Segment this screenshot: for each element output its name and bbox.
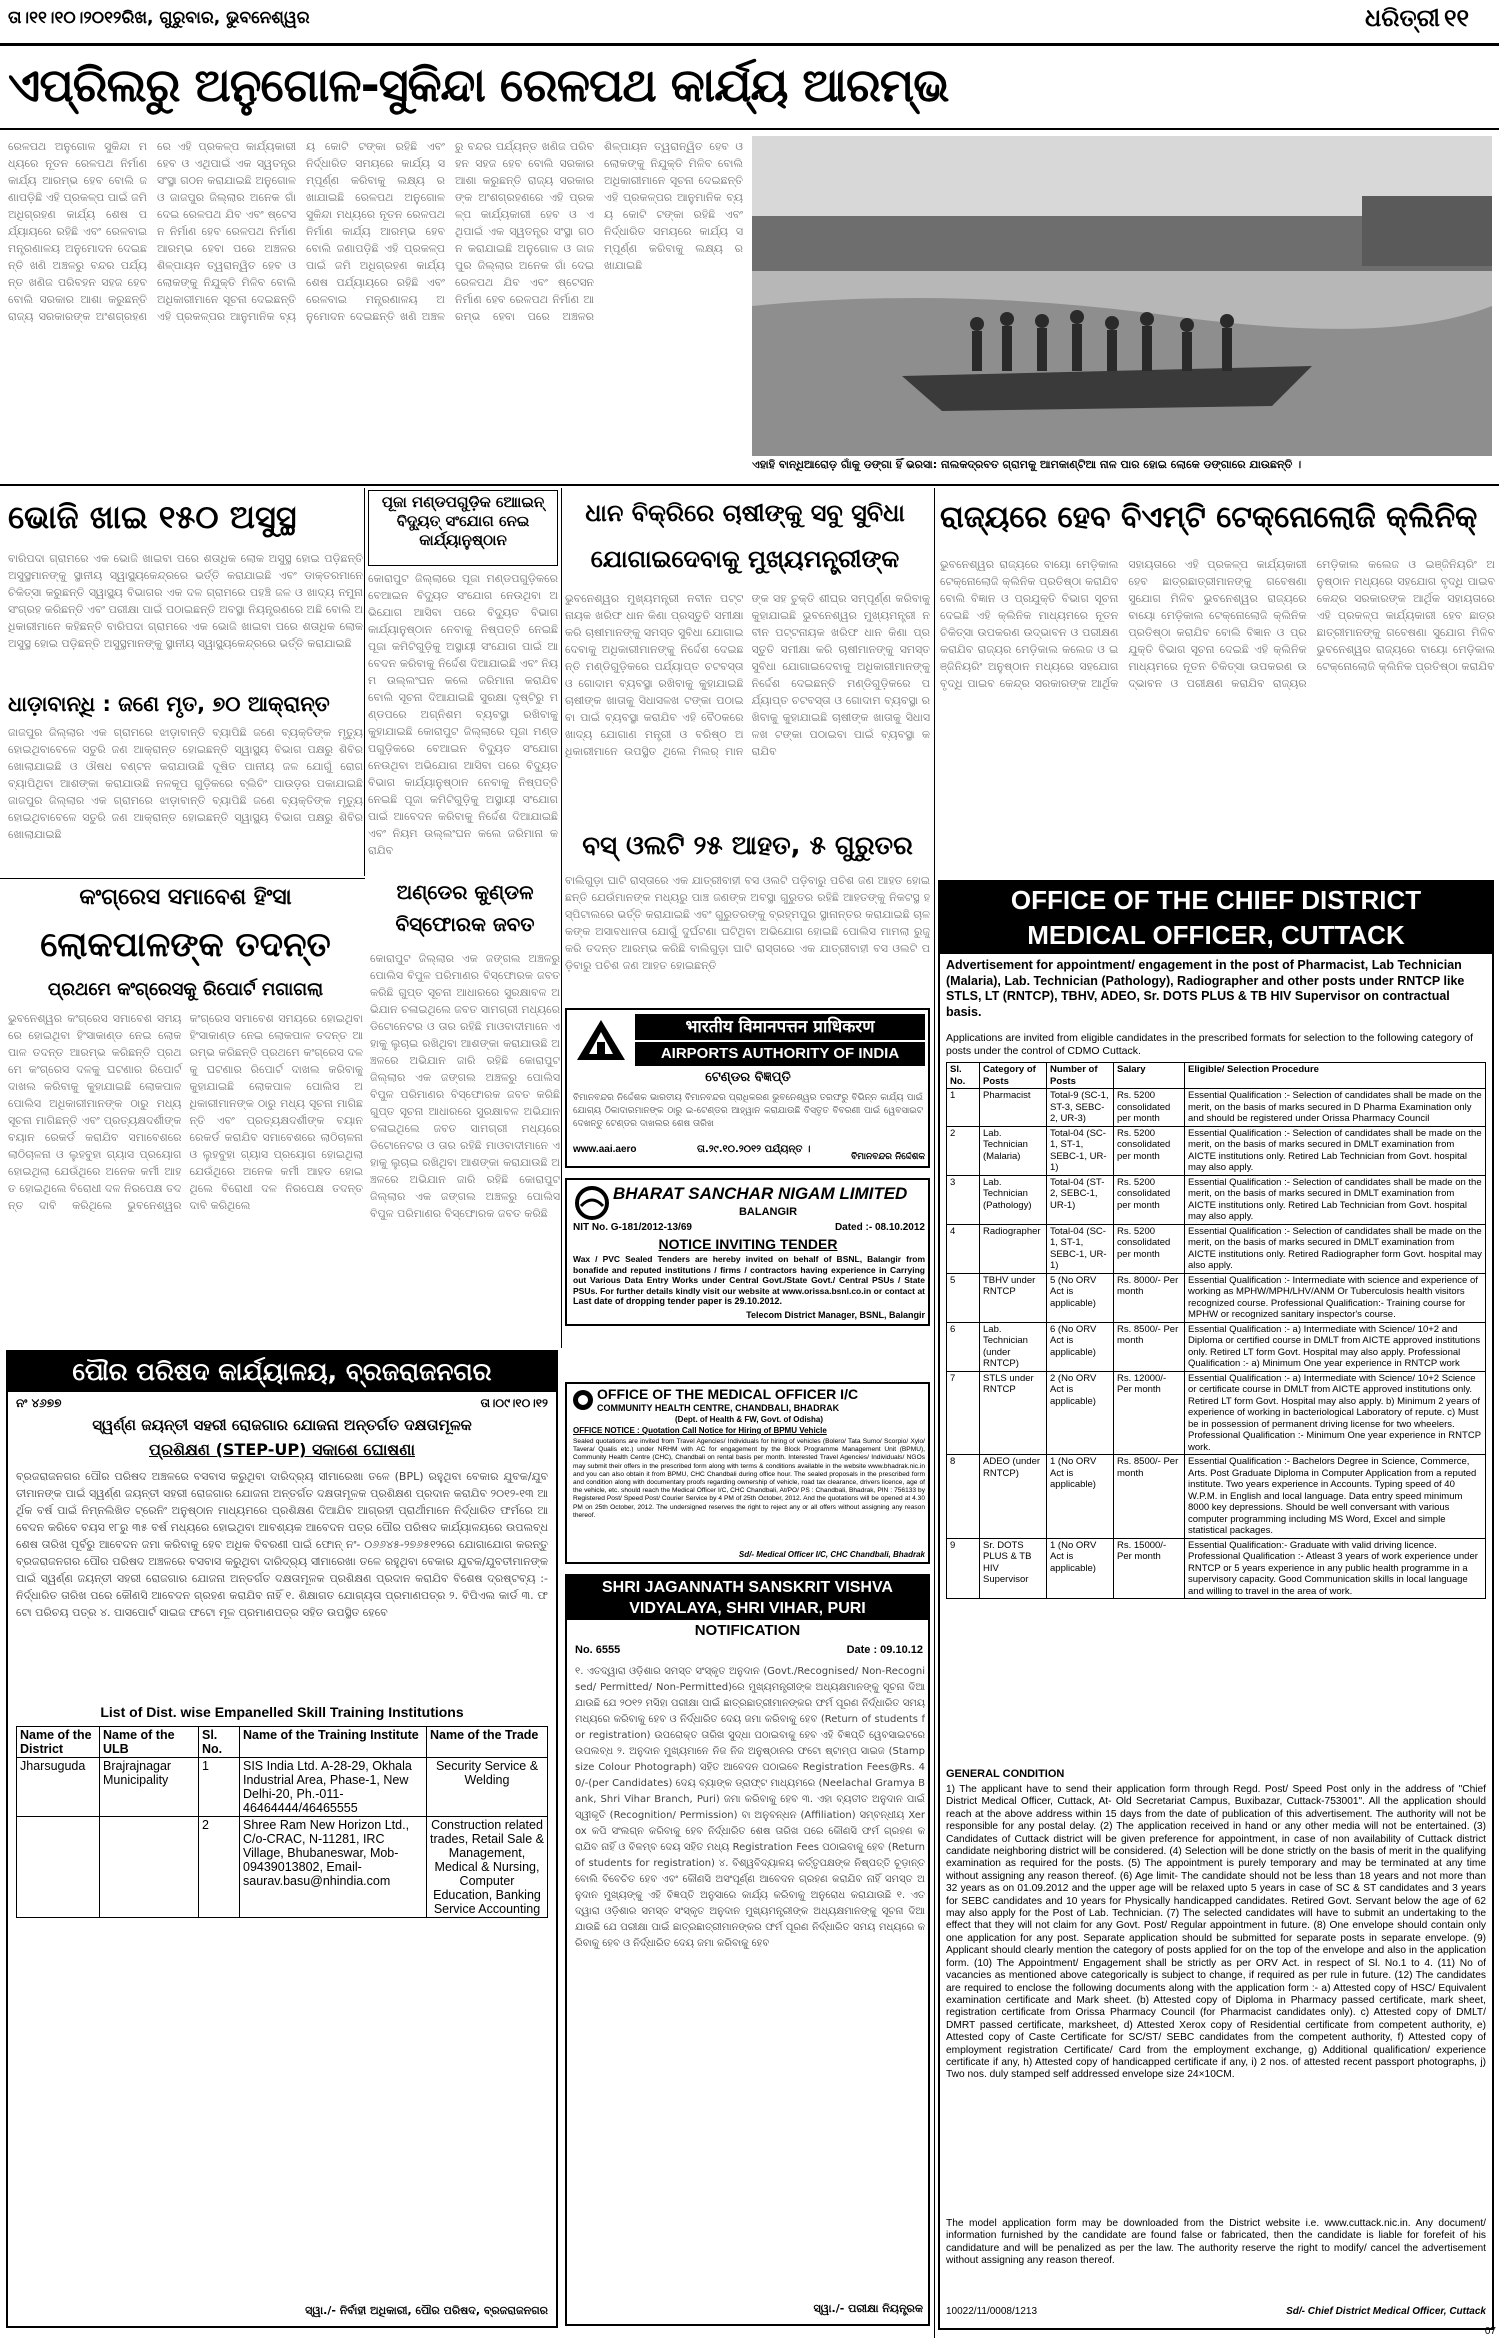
- photo-caption: ଏହାହି ବାନ୍ଧିଆରୋଡ଼ ଗାଁକୁ ଡଙ୍ଗା ହିଁ ଭରସା: ନାଲକଦ୍ରବତ ଗ୍ରାମକୁ ଆମକାଣ୍ଟିଆ ନାଳ ପାର ହୋଇ ଲୋକେ ଡଙ୍ଗାରେ ଯାଉଛନ୍ତି ।: [752, 458, 1302, 471]
- brajaraj-date: ତା।୦୯।୧୦।୧୨: [480, 1396, 548, 1410]
- col-district: Name of the District: [17, 1727, 100, 1758]
- story-diarrhoea-body: ଜାଜପୁର ଜିଲ୍ଲାର ଏକ ଗ୍ରାମରେ ଝାଡ଼ାବାନ୍ତି ବ୍ୟାପିଛି ଜଣେ ବ୍ୟକ୍ତିଙ୍କ ମୃତ୍ୟୁ ହୋଇଥିବାବେଳେ ସତୁରି ଜଣ ଆକ୍ରାନ୍ତ ହୋଇଛନ୍ତି ସ୍ୱାସ୍ଥ୍ୟ ବିଭାଗ ପକ୍ଷରୁ ଶିବିର ଖୋଲାଯାଇଛି ଓ ଔଷଧ ବଣ୍ଟନ କରାଯାଉଛି ଦୂଷିତ ପାନୀୟ ଜଳ ଯୋଗୁଁ ରୋଗ ବ୍ୟାପିଥିବା ଆଶଙ୍କା କରାଯାଉଛି ନଳକୂପ ଗୁଡ଼ିକରେ ବ୍ଲିଚିଂ ପାଉଡ଼ର ପକାଯାଇଛି ଜାଜପୁର ଜିଲ୍ଲାର ଏକ ଗ୍ରାମରେ ଝାଡ଼ାବାନ୍ତି ବ୍ୟାପିଛି ଜଣେ ବ୍ୟକ୍ତିଙ୍କ ମୃତ୍ୟୁ ହୋଇଥିବାବେଳେ ସତୁରି ଜଣ ଆକ୍ରାନ୍ତ ହୋଇଛନ୍ତି ସ୍ୱାସ୍ଥ୍ୟ ବିଭାଗ ପକ୍ଷରୁ ଶିବିର ଖୋଲାଯାଇଛି: [8, 726, 363, 841]
- cell-ulb: [100, 1817, 199, 1918]
- boat-photo-image: [752, 136, 1492, 456]
- cell-salary: Rs. 15000/- Per month: [1114, 1538, 1185, 1599]
- brajaraj-number: ନଂ ୪୬୭୭: [16, 1396, 62, 1410]
- cdmo-title-line2: MEDICAL OFFICER, CUTTACK: [940, 918, 1492, 954]
- table-row: [947, 1371, 1486, 1455]
- cell-number: Total-04 (SC-1, ST-1, SEBC-1, UR-1): [1047, 1224, 1114, 1273]
- sjsv-title: SHRI JAGANNATH SANSKRIT VISHVA VIDYALAYA, SHRI VIHAR, PURI: [567, 1576, 928, 1620]
- bsnl-notice-title: NOTICE INVITING TENDER: [658, 1236, 838, 1252]
- chandbali-title: OFFICE OF THE MEDICAL OFFICER I/C: [597, 1386, 859, 1402]
- brajaraj-training: ପ୍ରଶିକ୍ଷଣ (STEP-UP) ସକାଶେ ଘୋଷଣା: [149, 1440, 415, 1459]
- headline-railway: ଏପ୍ରିଲରୁ ଅନୁଗୋଳ-ସୁକିନ୍ଦା ରେଳପଥ କାର୍ଯ୍ୟ ଆରମ୍ଭ: [8, 58, 949, 112]
- cell-slno: 2: [947, 1126, 980, 1175]
- skill-list-title: List of Dist. wise Empanelled Skill Training Institutions: [100, 1704, 464, 1720]
- sjsv-date: Date : 09.10.12: [846, 1644, 923, 1656]
- odisha-emblem-icon: [571, 1388, 595, 1412]
- skill-institutions-table: [16, 1726, 548, 2266]
- col-trade: Name of the Trade: [427, 1727, 548, 1758]
- cell-slno: 9: [947, 1538, 980, 1599]
- table-row: [947, 1126, 1486, 1175]
- cell-number: Total-04 (SC-1, ST-1, SEBC-1, UR-1): [1047, 1126, 1114, 1175]
- bsnl-nit-number: NIT No. G-181/2012-13/69: [573, 1222, 692, 1233]
- col-salary: Salary: [1114, 1063, 1185, 1089]
- bsnl-signature: Telecom District Manager, BSNL, Balangir: [746, 1310, 925, 1320]
- cell-district: Jharsuguda: [17, 1758, 100, 1817]
- story-puja-body: କୋରାପୁଟ ଜିଲ୍ଲାରେ ପୂଜା ମଣ୍ଡପଗୁଡ଼ିକରେ ବେଆଇନ ବିଦ୍ୟୁତ ସଂଯୋଗ ନେଉଥିବା ଅଭିଯୋଗ ଆସିବା ପରେ ବିଦ୍ୟୁତ ବିଭାଗ କାର୍ଯ୍ୟାନୁଷ୍ଠାନ ନେବାକୁ ନିଷ୍ପତ୍ତି ନେଇଛି ପୂଜା କମିଟିଗୁଡ଼ିକୁ ଅସ୍ଥାୟୀ ସଂଯୋଗ ପାଇଁ ଆବେଦନ କରିବାକୁ ନିର୍ଦ୍ଦେଶ ଦିଆଯାଇଛି ଏବଂ ନିୟମ ଉଲ୍ଲଂଘନ କଲେ ଜରିମାନା କରାଯିବ ବୋଲି ସୂଚନା ଦିଆଯାଇଛି ସୁରକ୍ଷା ଦୃଷ୍ଟିରୁ ମଣ୍ଡପରେ ଅଗ୍ନିଶମ ବ୍ୟବସ୍ଥା ରଖିବାକୁ କୁହାଯାଇଛି କୋରାପୁଟ ଜିଲ୍ଲାରେ ପୂଜା ମଣ୍ଡପଗୁଡ଼ିକରେ ବେଆଇନ ବିଦ୍ୟୁତ ସଂଯୋଗ ନେଉଥିବା ଅଭିଯୋଗ ଆସିବା ପରେ ବିଦ୍ୟୁତ ବିଭାଗ କାର୍ଯ୍ୟାନୁଷ୍ଠାନ ନେବାକୁ ନିଷ୍ପତ୍ତି ନେଇଛି ପୂଜା କମିଟିଗୁଡ଼ିକୁ ଅସ୍ଥାୟୀ ସଂଯୋଗ ପାଇଁ ଆବେଦନ କରିବାକୁ ନିର୍ଦ୍ଦେଶ ଦିଆଯାଇଛି ଏବଂ ନିୟମ ଉଲ୍ଲଂଘନ କଲେ ଜରିମାନା କରାଯିବ: [368, 572, 558, 857]
- dateline: ତା।୧୧।୧୦।୨୦୧୨ରିଖ, ଗୁରୁବାର, ଭୁବନେଶ୍ୱର: [8, 8, 310, 28]
- headline-bmt-clinic: ରାଜ୍ୟରେ ହେବ ବିଏମ୍‌ଟି ଟେକ୍ନୋଲୋଜି କ୍ଲିନିକ୍: [940, 500, 1478, 535]
- cdmo-advert: Advertisement for appointment/ engagement in the post of Pharmacist, Lab Technician (Malaria), Lab. Technician (Pathology), Radiographer and other posts under RNTCP like STLS, LT (RNTCP), TBHV, ADEO, Sr. DOTS PLUS & TB HIV Supervisor on contractual basis.: [946, 958, 1465, 1019]
- aai-name-hindi: भारतीय विमानपत्तन प्राधिकरण: [635, 1014, 925, 1040]
- aai-date: ତା.୨୯.୧୦.୨୦୧୨ ପର୍ଯ୍ୟନ୍ତ ।: [697, 1144, 811, 1155]
- bsnl-city: BALANGIR: [738, 1206, 798, 1218]
- cell-number: 1 (No ORV Act is applicable): [1047, 1538, 1114, 1599]
- headline-puja: ପୂଜା ମଣ୍ଡପଗୁଡ଼ିକ ଆୋଇନ୍ ବିଦ୍ୟୁତ୍ ସଂଯୋଗ ନେଇ କାର୍ଯ୍ୟାନୁଷ୍ଠାନ: [368, 490, 558, 566]
- bsnl-date: Dated :- 08.10.2012: [834, 1222, 925, 1233]
- cell-category: STLS under RNTCP: [980, 1371, 1047, 1455]
- ad-cdmo-cuttack: [938, 880, 1494, 2330]
- sjsv-signature: ସ୍ୱା./- ପରୀକ୍ଷା ନିୟନ୍ତ୍ରକ: [813, 2302, 923, 2315]
- story-railway-body: ରେଳପଥ ଅନୁଗୋଳ ସୁକିନ୍ଦା ମଧ୍ୟରେ ନୂତନ ରେଳପଥ ନିର୍ମାଣ କାର୍ଯ୍ୟ ଆରମ୍ଭ ହେବ ବୋଲି ଜଣାପଡ଼ିଛି ଏହି ପ୍ରକଳ୍ପ ପାଇଁ ଜମି ଅଧିଗ୍ରହଣ କାର୍ଯ୍ୟ ଶେଷ ପର୍ଯ୍ୟାୟରେ ରହିଛି ଏବଂ ରେଳବାଇ ମନ୍ତ୍ରଣାଳୟ ଅନୁମୋଦନ ଦେଇଛନ୍ତି ଖଣି ଅଞ୍ଚଳରୁ ବନ୍ଦର ପର୍ଯ୍ୟନ୍ତ ଖଣିଜ ପରିବହନ ସହଜ ହେବ ବୋଲି ସରକାର ଆଶା କରୁଛନ୍ତି ରାଜ୍ୟ ସରକାରଙ୍କ ଅଂଶଗ୍ରହଣରେ ଏହି ପ୍ରକଳ୍ପ କାର୍ଯ୍ୟକାରୀ ହେବ ଓ ଏଥିପାଇଁ ଏକ ସ୍ୱତନ୍ତ୍ର ସଂସ୍ଥା ଗଠନ କରାଯାଇଛି ଅନୁଗୋଳ ଓ ଜାଜପୁର ଜିଲ୍ଲାର ଅନେକ ଗାଁ ଦେଇ ରେଳପଥ ଯିବ ଏବଂ ଷ୍ଟେସନ ନିର୍ମାଣ ହେବ ରେଳପଥ ନିର୍ମାଣ ଆରମ୍ଭ ହେବା ପରେ ଅଞ୍ଚଳର ଶିଳ୍ପାୟନ ତ୍ୱରାନ୍ୱିତ ହେବ ଓ ଲୋକଙ୍କୁ ନିଯୁକ୍ତି ମିଳିବ ବୋଲି ଅଧିକାରୀମାନେ ସୂଚନା ଦେଇଛନ୍ତି ଏହି ପ୍ରକଳ୍ପର ଆନୁମାନିକ ବ୍ୟୟ କୋଟି ଟଙ୍କା ରହିଛି ଏବଂ ନିର୍ଦ୍ଧାରିତ ସମୟରେ କାର୍ଯ୍ୟ ସମ୍ପୂର୍ଣ୍ଣ କରିବାକୁ ଲକ୍ଷ୍ୟ ରଖାଯାଇଛି ରେଳପଥ ଅନୁଗୋଳ ସୁକିନ୍ଦା ମଧ୍ୟରେ ନୂତନ ରେଳପଥ ନିର୍ମାଣ କାର୍ଯ୍ୟ ଆରମ୍ଭ ହେବ ବୋଲି ଜଣାପଡ଼ିଛି ଏହି ପ୍ରକଳ୍ପ ପାଇଁ ଜମି ଅଧିଗ୍ରହଣ କାର୍ଯ୍ୟ ଶେଷ ପର୍ଯ୍ୟାୟରେ ରହିଛି ଏବଂ ରେଳବାଇ ମନ୍ତ୍ରଣାଳୟ ଅନୁମୋଦନ ଦେଇଛନ୍ତି ଖଣି ଅଞ୍ଚଳରୁ ବନ୍ଦର ପର୍ଯ୍ୟନ୍ତ ଖଣିଜ ପରିବହନ ସହଜ ହେବ ବୋଲି ସରକାର ଆଶା କରୁଛନ୍ତି ରାଜ୍ୟ ସରକାରଙ୍କ ଅଂଶଗ୍ରହଣରେ ଏହି ପ୍ରକଳ୍ପ କାର୍ଯ୍ୟକାରୀ ହେବ ଓ ଏଥିପାଇଁ ଏକ ସ୍ୱତନ୍ତ୍ର ସଂସ୍ଥା ଗଠନ କରାଯାଇଛି ଅନୁଗୋଳ ଓ ଜାଜପୁର ଜିଲ୍ଲାର ଅନେକ ଗାଁ ଦେଇ ରେଳପଥ ଯିବ ଏବଂ ଷ୍ଟେସନ ନିର୍ମାଣ ହେବ ରେଳପଥ ନିର୍ମାଣ ଆରମ୍ଭ ହେବା ପରେ ଅଞ୍ଚଳର ଶିଳ୍ପାୟନ ତ୍ୱରାନ୍ୱିତ ହେବ ଓ ଲୋକଙ୍କୁ ନିଯୁକ୍ତି ମିଳିବ ବୋଲି ଅଧିକାରୀମାନେ ସୂଚନା ଦେଇଛନ୍ତି ଏହି ପ୍ରକଳ୍ପର ଆନୁମାନିକ ବ୍ୟୟ କୋଟି ଟଙ୍କା ରହିଛି ଏବଂ ନିର୍ଦ୍ଧାରିତ ସମୟରେ କାର୍ଯ୍ୟ ସମ୍ପୂର୍ଣ୍ଣ କରିବାକୁ ଲକ୍ଷ୍ୟ ରଖାଯାଇଛି: [8, 140, 743, 323]
- cell-category: TBHV under RNTCP: [980, 1273, 1047, 1322]
- chandbali-dept: (Dept. of Health & FW, Govt. of Odisha): [675, 1415, 823, 1424]
- col-institute: Name of the Training Institute: [240, 1727, 427, 1758]
- aai-name-english: AIRPORTS AUTHORITY OF INDIA: [635, 1042, 925, 1066]
- bsnl-last-date: Last date of dropping tender paper is 29.10.2012.: [573, 1296, 783, 1306]
- cell-slno: 6: [947, 1322, 980, 1371]
- cdmo-web-note: The model application form may be downloaded from the District website i.e. www.cuttack.nic.in. Any document/ information furnished by the candidate are found false or fabricated, then the candidate is liable for forefeit of his candidature and will be penalized as per the law. The authority reserve the right to modify/ cancel the advertisement without assigning any reason thereof.: [946, 2218, 1486, 2267]
- cell-number: 1 (No ORV Act is applicable): [1047, 1455, 1114, 1539]
- cell-category: Pharmacist: [980, 1089, 1047, 1127]
- cell-salary: Rs. 8500/- Per month: [1114, 1322, 1185, 1371]
- cell-number: 6 (No ORV Act is applicable): [1047, 1322, 1114, 1371]
- cdmo-table-header: [947, 1063, 1486, 1089]
- cell-salary: Rs. 8000/- Per month: [1114, 1273, 1185, 1322]
- table-row: [947, 1175, 1486, 1224]
- cell-eligibility: Essential Qualification :- a) Intermediate with Science/ 10+2 and Diploma or certified course in DMLT from AICTE approved institutions only. Retired LT form Govt. Hospital may also apply. Professional Qualification :- a) Minimum One year experience in RNTCP work: [1185, 1322, 1486, 1371]
- paper-name: ଧରିତ୍ରୀ: [1365, 4, 1440, 32]
- aai-website[interactable]: www.aai.aero: [573, 1144, 637, 1155]
- chandbali-notice: OFFICE NOTICE : Quotation Call Notice for Hiring of BPMU Vehicle: [573, 1426, 827, 1435]
- col-number: Number of Posts: [1047, 1063, 1114, 1089]
- page-number: ୧୧: [1444, 4, 1470, 32]
- sjsv-number: No. 6555: [575, 1644, 621, 1656]
- col-category: Category of Posts: [980, 1063, 1047, 1089]
- story-paddy-body: ଭୁବନେଶ୍ୱର ମୁଖ୍ୟମନ୍ତ୍ରୀ ନବୀନ ପଟ୍ଟନାୟକ ଖରିଫ ଧାନ କିଣା ପ୍ରସ୍ତୁତି ସମୀକ୍ଷା କରି ଚାଷୀମାନଙ୍କୁ ସମସ୍ତ ସୁବିଧା ଯୋଗାଇଦେବାକୁ ଅଧିକାରୀମାନଙ୍କୁ ନିର୍ଦ୍ଦେଶ ଦେଇଛନ୍ତି ମଣ୍ଡିଗୁଡ଼ିକରେ ପର୍ଯ୍ୟାପ୍ତ ଚଟବସ୍ତା ଓ ଗୋଦାମ ବ୍ୟବସ୍ଥା ରଖିବାକୁ କୁହାଯାଇଛି ଚାଷୀଙ୍କ ଖାତାକୁ ସିଧାସଳଖ ଟଙ୍କା ପଠାଇବା ପାଇଁ ବ୍ୟବସ୍ଥା କରାଯିବ ଏହି ବୈଠକରେ ଖାଦ୍ୟ ଯୋଗାଣ ମନ୍ତ୍ରୀ ଓ ବରିଷ୍ଠ ଅଧିକାରୀମାନେ ଉପସ୍ଥିତ ଥିଲେ ମିଲର୍ ମାନଙ୍କ ସହ ଚୁକ୍ତି ଶୀଘ୍ର ସମ୍ପୂର୍ଣ୍ଣ କରିବାକୁ କୁହାଯାଇଛି ଭୁବନେଶ୍ୱର ମୁଖ୍ୟମନ୍ତ୍ରୀ ନବୀନ ପଟ୍ଟନାୟକ ଖରିଫ ଧାନ କିଣା ପ୍ରସ୍ତୁତି ସମୀକ୍ଷା କରି ଚାଷୀମାନଙ୍କୁ ସମସ୍ତ ସୁବିଧା ଯୋଗାଇଦେବାକୁ ଅଧିକାରୀମାନଙ୍କୁ ନିର୍ଦ୍ଦେଶ ଦେଇଛନ୍ତି ମଣ୍ଡିଗୁଡ଼ିକରେ ପର୍ଯ୍ୟାପ୍ତ ଚଟବସ୍ତା ଓ ଗୋଦାମ ବ୍ୟବସ୍ଥା ରଖିବାକୁ କୁହାଯାଇଛି ଚାଷୀଙ୍କ ଖାତାକୁ ସିଧାସଳଖ ଟଙ୍କା ପଠାଇବା ପାଇଁ ବ୍ୟବସ୍ଥା କରାଯିବ: [565, 592, 930, 758]
- footer-page: 07: [1484, 2326, 1496, 2337]
- cell-ulb: Brajrajnagar Municipality: [100, 1758, 199, 1817]
- cell-salary: Rs. 5200 consolidated per month: [1114, 1175, 1185, 1224]
- ad-brajarajnagar: [6, 1350, 558, 2328]
- masthead: [0, 0, 1499, 46]
- brajaraj-signature: ସ୍ୱା./- ନିର୍ବାହୀ ଅଧିକାରୀ, ପୌର ପରିଷଦ, ବ୍ରଜରାଜନଗର: [305, 2304, 548, 2317]
- cell-institute: SIS India Ltd. A-28-29, Okhala Industrial Area, Phase-1, New Delhi-20, Ph.-011-46464444/46465555: [240, 1758, 427, 1817]
- ad-bsnl: [565, 1178, 930, 1326]
- brajaraj-scheme: ସ୍ୱର୍ଣ୍ଣ ଜୟନ୍ତୀ ସହରୀ ରୋଜଗାର ଯୋଜନା ଅନ୍ତର୍ଗତ ଦକ୍ଷତାମୂଳକ: [92, 1416, 472, 1434]
- cdmo-general-title: GENERAL CONDITION: [946, 1768, 1065, 1780]
- cell-slno: 7: [947, 1371, 980, 1455]
- cell-district: [17, 1817, 100, 1918]
- cdmo-general-conditions: 1) The applicant have to send their application form through Regd. Post/ Speed Post only in the address of "Chief District Medical Officer, Cuttack, At- Old Secretariat Campus, Buxibazar, Cuttack-753001". All the application should reach at the above address within 15 days from the date of publication of this advertisement. The authority will not be responsible for any postal delay. (2) The application received in hand or any other media will not be entertained. (3) Candidates of Cuttack district will be given preference for appointment, in case of non availability of Cuttack district candidate neighboring district will be considered. (4) Selection will be done strictly on the basis of merit in the qualifying examination as required for the posts. (5) The appointment is purely temporary and may be terminated at any time without assigning any reason thereof. (6) Age limit- The candidate should not be less than 18 years and not more than 32 years as on 01.09.2012 and the upper age will be relaxed upto 5 years in case of SC & ST candidates and 3 years for SEBC candidates and 10 years for Physically handicapped candidates. Retired Govt. Servant below the age of 62 may also apply for the Post of Lab. Technician. (7) The selected candidates will have to submit an undertaking to the effect that they will not claim for any Govt. Post/ Regular appointment in future. (8) One envelope should contain only one application for any post. Separate application should be submitted for separate posts in separate envelope. (9) Applicant should clearly mention the category of posts applied for on the top of the envelope and also in the application form. (10) The Appointment/ Engagement shall be strictly as per ORV Act. in respect of Sl. No.1 to 4. (11) No of vacancies as mentioned above categorically is subject to change, if required as per rule in future. (12) The candidates are required to enclose the following documents along with the application form :- a) Attested copy of HSC/ Equivalent examination certificate and Mark sheet. (b) Attested copy of Diploma in Pharmacy passed certificate, mark sheet, registration certificate from Orissa Pharmacy Council (for Pharmacist candidates only). c) Attested copy of DMLT/ DMRT passed certificate, marksheet, d) Attested Xerox copy of Residential certificate from competent authority, e) Attested copy of Caste Certificate for SC/ST/ SEBC candidates from the competent authority, f) Attested copy of employment registration Certificate/ Card from the employment exchange, g) Additional qualification/ experience certificate if any, h) Attested copy of handicapped certificate if any, i) 2 nos. of attested recent passport photographs, j) Two nos. duly stamped self addressed envelope size 24×10CM.: [946, 1784, 1486, 2081]
- table-row: [947, 1538, 1486, 1599]
- cell-slno: 3: [947, 1175, 980, 1224]
- col-slno: Sl. No.: [199, 1727, 240, 1758]
- table-row: [947, 1089, 1486, 1127]
- cell-category: Radiographer: [980, 1224, 1047, 1273]
- subhead-diarrhoea: ଧାଡ଼ାବାନ୍ଧି : ଜଣେ ମୃତ, ୭୦ ଆକ୍ରାନ୍ତ: [8, 692, 330, 716]
- bsnl-logo-icon: [575, 1186, 609, 1220]
- aai-signature: ବିମାନବନ୍ଦର ନିର୍ଦ୍ଦେଶକ: [851, 1152, 925, 1162]
- chandbali-subtitle: COMMUNITY HEALTH CENTRE, CHANDBALI, BHADRAK: [597, 1403, 840, 1413]
- table-row: [947, 1455, 1486, 1539]
- cell-category: Lab. Technician (Malaria): [980, 1126, 1047, 1175]
- cell-eligibility: Essential Qualification :- Selection of candidates shall be made on the merit, on the basis of marks secured in DMLT examination from AICTE institutions only. Retired Radiographer form Govt. hospital may also apply.: [1185, 1224, 1486, 1273]
- story-bmt-body: ଭୁବନେଶ୍ୱର ରାଜ୍ୟରେ ବାୟୋ ମେଡ଼ିକାଲ ଟେକ୍ନୋଲୋଜି କ୍ଲିନିକ ପ୍ରତିଷ୍ଠା କରାଯିବ ବୋଲି ବିଜ୍ଞାନ ଓ ପ୍ରଯୁକ୍ତି ବିଭାଗ ସୂଚନା ଦେଇଛି ଏହି କ୍ଲିନିକ ମାଧ୍ୟମରେ ନୂତନ ଚିକିତ୍ସା ଉପକରଣ ଉଦ୍ଭାବନ ଓ ପରୀକ୍ଷଣ କରାଯିବ ରାଜ୍ୟର ମେଡ଼ିକାଲ କଲେଜ ଓ ଇଞ୍ଜିନିୟରିଂ ଅନୁଷ୍ଠାନ ମଧ୍ୟରେ ସହଯୋଗ ବୃଦ୍ଧି ପାଇବ କେନ୍ଦ୍ର ସରକାରଙ୍କ ଆର୍ଥିକ ସହାୟତାରେ ଏହି ପ୍ରକଳ୍ପ କାର୍ଯ୍ୟକାରୀ ହେବ ଛାତ୍ରଛାତ୍ରୀମାନଙ୍କୁ ଗବେଷଣା ସୁଯୋଗ ମିଳିବ ଭୁବନେଶ୍ୱର ରାଜ୍ୟରେ ବାୟୋ ମେଡ଼ିକାଲ ଟେକ୍ନୋଲୋଜି କ୍ଲିନିକ ପ୍ରତିଷ୍ଠା କରାଯିବ ବୋଲି ବିଜ୍ଞାନ ଓ ପ୍ରଯୁକ୍ତି ବିଭାଗ ସୂଚନା ଦେଇଛି ଏହି କ୍ଲିନିକ ମାଧ୍ୟମରେ ନୂତନ ଚିକିତ୍ସା ଉପକରଣ ଉଦ୍ଭାବନ ଓ ପରୀକ୍ଷଣ କରାଯିବ ରାଜ୍ୟର ମେଡ଼ିକାଲ କଲେଜ ଓ ଇଞ୍ଜିନିୟରିଂ ଅନୁଷ୍ଠାନ ମଧ୍ୟରେ ସହଯୋଗ ବୃଦ୍ଧି ପାଇବ କେନ୍ଦ୍ର ସରକାରଙ୍କ ଆର୍ଥିକ ସହାୟତାରେ ଏହି ପ୍ରକଳ୍ପ କାର୍ଯ୍ୟକାରୀ ହେବ ଛାତ୍ରଛାତ୍ରୀମାନଙ୍କୁ ଗବେଷଣା ସୁଯୋଗ ମିଳିବ ଭୁବନେଶ୍ୱର ରାଜ୍ୟରେ ବାୟୋ ମେଡ଼ିକାଲ ଟେକ୍ନୋଲୋଜି କ୍ଲିନିକ ପ୍ରତିଷ୍ଠା କରାଯିବ: [940, 558, 1495, 690]
- sjsv-body: ୧. ଏତଦ୍ୱାରା ଓଡ଼ିଶାର ସମସ୍ତ ସଂସ୍କୃତ ଅନୁଦାନ (Govt./Recognised/ Non-Recognised/ Permitted/ Non-Permitted)ରେ ମୁଖ୍ୟମନ୍ତ୍ରୀଙ୍କ ଅଧ୍ୟକ୍ଷମାନଙ୍କୁ ସୂଚନା ଦିଆଯାଉଛି ଯେ ୨୦୧୨ ମସିହା ପରୀକ୍ଷା ପାଇଁ ଛାତ୍ରଛାତ୍ରୀମାନଙ୍କର ଫର୍ମ ପୂରଣ ନିର୍ଦ୍ଧାରିତ ସମୟ ମଧ୍ୟରେ କରିବାକୁ ହେବ ଓ ନିର୍ଦ୍ଧାରିତ ଦେୟ ଜମା କରିବାକୁ ହେବ (Return of students for registration) ଉପରୋକ୍ତ ତାରିଖ ସୁଦ୍ଧା ପଠାଇବାକୁ ହେବ ଏହି ବିଜ୍ଞପ୍ତି ୱେବସାଇଟରେ ଉପଲବ୍ଧ ୨. ଅନୁଦାନ ମୁଖ୍ୟମାନେ ନିଜ ନିଜ ଅନୁଷ୍ଠାନର ଫଟୋ ଷ୍ଟାମ୍ପ ସାଇଜ (Stamp size Colour Photograph) ସହିତ ଆବେଦନ ପଠାଇବେ Registration Fees@Rs. 40/-(per Candidates) ଦେୟ ବ୍ୟାଙ୍କ ଡ୍ରାଫ୍ଟ ମାଧ୍ୟମରେ (Neelachal Gramya Bank, Shri Vihar Branch, Puri) ଜମା କରିବାକୁ ହେବ ୩. ଏହା ବ୍ୟତୀତ ଅନୁଦାନ ପାଇଁ ସ୍ୱୀକୃତି (Recognition/ Permission) ବା ଅନୁବନ୍ଧନ (Affiliation) ସମ୍ବନ୍ଧୀୟ Xerox କପି ସଂଲଗ୍ନ କରିବାକୁ ହେବ ନିର୍ଦ୍ଧାରିତ ଶେଷ ତାରିଖ ପରେ କୌଣସି ଫର୍ମ ଗ୍ରହଣ କରାଯିବ ନାହିଁ ଓ ବିଳମ୍ବ ଦେୟ ସହିତ ମଧ୍ୟ Registration Fees ପଠାଇବାକୁ ହେବ (Return of students for registration) ୪. ବିଶ୍ୱବିଦ୍ୟାଳୟ କର୍ତ୍ତୃପକ୍ଷଙ୍କ ନିଷ୍ପତ୍ତି ଚୂଡ଼ାନ୍ତ ବୋଲି ବିବେଚିତ ହେବ ଏବଂ କୌଣସି ଅସଂପୂର୍ଣ୍ଣ ଆବେଦନ ଗ୍ରହଣ କରାଯିବ ନାହିଁ ସମସ୍ତ ଅନୁଦାନ ମୁଖ୍ୟଙ୍କୁ ଏହି ବିଜ୍ଞପ୍ତି ଅନୁସାରେ କାର୍ଯ୍ୟ କରିବାକୁ ଅନୁରୋଧ କରାଯାଉଛି ୧. ଏତଦ୍ୱାରା ଓଡ଼ିଶାର ସମସ୍ତ ସଂସ୍କୃତ ଅନୁଦାନ ମୁଖ୍ୟମନ୍ତ୍ରୀଙ୍କ ଅଧ୍ୟକ୍ଷମାନଙ୍କୁ ସୂଚନା ଦିଆଯାଉଛି ଯେ ପରୀକ୍ଷା ପାଇଁ ଛାତ୍ରଛାତ୍ରୀମାନଙ୍କର ଫର୍ମ ପୂରଣ ନିର୍ଦ୍ଧାରିତ ସମୟ ମଧ୍ୟରେ କରିବାକୁ ହେବ ଓ ନିର୍ଦ୍ଧାରିତ ଦେୟ ଜମା କରିବାକୁ ହେବ: [575, 1666, 925, 1949]
- ad-chc-chandbali: [565, 1382, 930, 1564]
- table-row: [947, 1273, 1486, 1322]
- cell-institute: Shree Ram New Horizon Ltd., C/o-CRAC, N-11281, IRC Village, Bhubaneswar, Mob-09439013802, Email-saurav.basu@nhindia.com: [240, 1817, 427, 1918]
- cell-trade: Security Service & Welding: [427, 1758, 548, 1817]
- cell-eligibility: Essential Qualification :- Selection of candidates shall be made on the merit, on the basis of marks secured in DMLT examination from AICTE institutions only. Retired Lab Technician from Govt. hospital may also apply.: [1185, 1126, 1486, 1175]
- cell-salary: Rs. 12000/- Per month: [1114, 1371, 1185, 1455]
- ad-sjsv-puri: [565, 1574, 930, 2326]
- boat-photo: [752, 136, 1492, 456]
- cell-slno: 8: [947, 1455, 980, 1539]
- aai-tender-title: ଟେଣ୍ଡର ବିଜ୍ଞପ୍ତି: [705, 1070, 791, 1085]
- col-ulb: Name of the ULB: [100, 1727, 199, 1758]
- headline-lokpal: ଲୋକପାଳଙ୍କ ତଦନ୍ତ: [40, 925, 331, 965]
- cell-trade: Construction related trades, Retail Sale & Management, Medical & Nursing, Computer Education, Banking Service Accounting: [427, 1817, 548, 1918]
- table-row: [17, 1758, 548, 1817]
- cell-number: Total-04 (ST-2, SEBC-1, UR-1): [1047, 1175, 1114, 1224]
- bsnl-name: BHARAT SANCHAR NIGAM LIMITED: [613, 1184, 908, 1203]
- cell-slno: 2: [199, 1817, 240, 1918]
- cell-eligibility: Essential Qualification :- Selection of candidates shall be made on the merit, on the basis of marks secured in D Pharma Examination only and should be registered under Orissa Pharmacy Council: [1185, 1089, 1486, 1127]
- cell-eligibility: Essential Qualification:- Graduate with valid driving licence. Professional Qualification :- Atleast 3 years of work experience under RNTCP or 5 years experience in any public health programme in a supervisory capacity. Good Communication skills in local language and willing to travel in the area of work.: [1185, 1538, 1486, 1599]
- cell-category: Lab. Technician (under RNTCP): [980, 1322, 1047, 1371]
- subhead-lokpal: ପ୍ରଥମେ କଂଗ୍ରେସକୁ ରିପୋର୍ଟ ମଗାଗଲା: [47, 979, 324, 1000]
- chandbali-body: Sealed quotations are invited from Travel Agencies/ Individuals for hiring of vehicles (Bolero/ Tata Sumo/ Scorpio/ Xylo/ Tavera/ Qualis etc.) under NRHM with AC for engagement by the Block Programme Management Unit (BPMU), Community Health Centre (CHC), Chandbali on rental basis per month. Interested Travel Agencies/ Individuals/ NGOs may submit their offers in the prescribed form along with terms & conditions available in the website www.bhadrak.nic.in and you can also obtain it from BPMU, CHC Chandbali during office hour. The sealed proposals in the prescribed form and condition along with documentary proofs regarding ownership of vehicle, road tax clearance, drivers licence, age of the vehicle, etc. should reach the Medical Officer I/C, CHC Chandbali, At/PO/ PS : Chandbali, Bhadrak, PIN : 756133 by Registered Post/ Speed Post/ Courier Service by 4 PM of 25th October, 2012. And the quotations will be opened at 4.30 PM on 25th October, 2012. The undersigned reserves the right to reject any or all offers without assigning any reason thereof.: [573, 1438, 925, 1519]
- cell-salary: Rs. 5200 consolidated per month: [1114, 1224, 1185, 1273]
- cell-slno: 1: [947, 1089, 980, 1127]
- kicker-congress: କଂଗ୍ରେସ ସମାବେଶ ହିଂସା: [79, 885, 292, 910]
- cell-slno: 5: [947, 1273, 980, 1322]
- col-slno: Sl. No.: [947, 1063, 980, 1089]
- bsnl-body: Wax / PVC Sealed Tenders are hereby invited on behalf of BSNL, Balangir from bonafide and reputed institutions / firms / contractors having experience in Carrying out Various Data Entry Works under Central Govt./State Govt./ Central PSUs / State PSUs. For further details kindly visit our website at www.orissa.bsnl.co.in or contact at: [573, 1254, 925, 1296]
- cell-salary: Rs. 5200 consolidated per month: [1114, 1089, 1185, 1127]
- cell-category: Sr. DOTS PLUS & TB HIV Supervisor: [980, 1538, 1047, 1599]
- headline-paddy: ଧାନ ବିକ୍ରିରେ ଚାଷୀଙ୍କୁ ସବୁ ସୁବିଧା ଯୋଗାଇଦେବାକୁ ମୁଖ୍ୟମନ୍ତ୍ରୀଙ୍କ: [585, 499, 905, 573]
- story-bus-body: ବାଲିଗୁଡ଼ା ଘାଟି ରାସ୍ତାରେ ଏକ ଯାତ୍ରୀବାହୀ ବସ ଓଲଟି ପଡ଼ିବାରୁ ପଚିଶ ଜଣ ଆହତ ହୋଇଛନ୍ତି ଯେଉଁମାନଙ୍କ ମଧ୍ୟରୁ ପାଞ୍ଚ ଜଣଙ୍କ ଅବସ୍ଥା ଗୁରୁତର ରହିଛି ଆହତଙ୍କୁ ନିକଟସ୍ଥ ହସ୍ପିଟାଲରେ ଭର୍ତ୍ତି କରାଯାଇଛି ଏବଂ ଗୁରୁତରଙ୍କୁ ବ୍ରହ୍ମପୁର ସ୍ଥାନାନ୍ତର କରାଯାଇଛି ଚାଳକଙ୍କ ଅସାବଧାନତା ଯୋଗୁଁ ଦୁର୍ଘଟଣା ଘଟିଥିବା ଅଭିଯୋଗ ହୋଇଛି ପୋଲିସ ମାମଲା ରୁଜୁ କରି ତଦନ୍ତ ଆରମ୍ଭ କରିଛି ବାଲିଗୁଡ଼ା ଘାଟି ରାସ୍ତାରେ ଏକ ଯାତ୍ରୀବାହୀ ବସ ଓଲଟି ପଡ଼ିବାରୁ ପଚିଶ ଜଣ ଆହତ ହୋଇଛନ୍ତି: [565, 874, 930, 972]
- cell-eligibility: Essential Qualification :- a) Intermediate with Science/ 10+2 Science or certificate course in DMLT from AICTE approved institutions only. Retired LT form Govt. Hospital may also apply. b) Minimum 2 years of experience of working in bacteriological Laboratory of repute. c) Must be in possession of permanent driving license for two wheelers. Professional Qualification :- Minimum One year experience in RNTCP work.: [1185, 1371, 1486, 1455]
- aai-body: ବିମାନବନ୍ଦର ନିର୍ଦ୍ଦେଶକ ଭାରତୀୟ ବିମାନବନ୍ଦର ପ୍ରାଧିକରଣ ଭୁବନେଶ୍ୱର ତରଫରୁ ବିଭିନ୍ନ କାର୍ଯ୍ୟ ପାଇଁ ଯୋଗ୍ୟ ଠିକାଦାରମାନଙ୍କ ଠାରୁ ଇ-ଟେଣ୍ଡର ଆହ୍ୱାନ କରାଯାଉଛି ବିସ୍ତୃତ ବିବରଣୀ ପାଇଁ ୱେବସାଇଟ ଦେଖନ୍ତୁ ଟେଣ୍ଡର ଦାଖଲର ଶେଷ ତାରିଖ: [573, 1093, 923, 1129]
- headline-explosives: ଅଣ୍ଡେର କୁଣ୍ଡଳ ବିସ୍ଫୋରକ ଜବତ: [395, 880, 535, 936]
- cdmo-title-line1: OFFICE OF THE CHIEF DISTRICT: [940, 882, 1492, 918]
- cell-slno: 1: [199, 1758, 240, 1817]
- cdmo-table: [946, 1062, 1486, 1599]
- cdmo-posts-table: [946, 1062, 1486, 1762]
- cell-number: Total-9 (SC-1, ST-3, SEBC-2, UR-3): [1047, 1089, 1114, 1127]
- cell-category: Lab. Technician (Pathology): [980, 1175, 1047, 1224]
- table-row: [947, 1224, 1486, 1273]
- sjsv-heading: NOTIFICATION: [694, 1622, 801, 1639]
- table-row: [17, 1817, 548, 1918]
- cdmo-intro: Applications are invited from eligible candidates in the prescribed formats for selection to the following category of posts under the control of CDMO Cuttack.: [946, 1032, 1474, 1057]
- cdmo-ref-number: 10022/11/0008/1213: [946, 2306, 1038, 2317]
- ad-airports-authority: [565, 1008, 930, 1168]
- cell-number: 2 (No ORV Act is applicable): [1047, 1371, 1114, 1455]
- col-eligibility: Eligible/ Selection Procedure: [1185, 1063, 1486, 1089]
- table-row: [947, 1322, 1486, 1371]
- skill-table-header: [17, 1727, 548, 1758]
- cell-slno: 4: [947, 1224, 980, 1273]
- cell-salary: Rs. 5200 consolidated per month: [1114, 1126, 1185, 1175]
- cdmo-signature: Sd/- Chief District Medical Officer, Cuttack: [1286, 2306, 1486, 2317]
- story-food-poison-body: ବାରିପଦା ଗ୍ରାମରେ ଏକ ଭୋଜି ଖାଇବା ପରେ ଶତାଧିକ ଲୋକ ଅସୁସ୍ଥ ହୋଇ ପଡ଼ିଛନ୍ତି ଅସୁସ୍ଥମାନଙ୍କୁ ସ୍ଥାନୀୟ ସ୍ୱାସ୍ଥ୍ୟକେନ୍ଦ୍ରରେ ଭର୍ତ୍ତି କରାଯାଇଛି ଏବଂ ଡାକ୍ତରମାନେ ଚିକିତ୍ସା କରୁଛନ୍ତି ସ୍ୱାସ୍ଥ୍ୟ ବିଭାଗର ଏକ ଦଳ ଗ୍ରାମରେ ପହଞ୍ଚି ଜଳ ଓ ଖାଦ୍ୟ ନମୁନା ସଂଗ୍ରହ କରିଛନ୍ତି ଏବଂ ପରୀକ୍ଷା ପାଇଁ ପଠାଇଛନ୍ତି ଅବସ୍ଥା ନିୟନ୍ତ୍ରଣରେ ଅଛି ବୋଲି ଅଧିକାରୀମାନେ କହିଛନ୍ତି ବାରିପଦା ଗ୍ରାମରେ ଏକ ଭୋଜି ଖାଇବା ପରେ ଶତାଧିକ ଲୋକ ଅସୁସ୍ଥ ହୋଇ ପଡ଼ିଛନ୍ତି ଅସୁସ୍ଥମାନଙ୍କୁ ସ୍ଥାନୀୟ ସ୍ୱାସ୍ଥ୍ୟକେନ୍ଦ୍ରରେ ଭର୍ତ୍ତି କରାଯାଇଛି: [8, 552, 363, 650]
- cell-eligibility: Essential Qualification :- Selection of candidates shall be made on the merit, on the basis of marks secured in DMLT examination from AICTE institutions only. Retired Lab Technician from Govt. hospital may also apply.: [1185, 1175, 1486, 1224]
- brajaraj-title: ପୌର ପରିଷଦ କାର୍ଯ୍ୟାଳୟ, ବ୍ରଜରାଜନଗର: [8, 1352, 556, 1392]
- headline-food-poison: ଭୋଜି ଖାଇ ୧୫୦ ଅସୁସ୍ଥ: [8, 498, 297, 536]
- aai-logo-icon: [573, 1016, 629, 1066]
- cell-number: 5 (No ORV Act is applicable): [1047, 1273, 1114, 1322]
- cell-category: ADEO (under RNTCP): [980, 1455, 1047, 1539]
- story-lokpal-body: ଭୁବନେଶ୍ୱର କଂଗ୍ରେସ ସମାବେଶ ସମୟରେ ହୋଇଥିବା ହିଂସାକାଣ୍ଡ ନେଇ ଲୋକପାଳ ତଦନ୍ତ ଆରମ୍ଭ କରିଛନ୍ତି ପ୍ରଥମେ କଂଗ୍ରେସ ଦଳକୁ ଘଟଣାର ରିପୋର୍ଟ ଦାଖଲ କରିବାକୁ କୁହାଯାଇଛି ଲୋକପାଳ ପୋଲିସ ଅଧିକାରୀମାନଙ୍କ ଠାରୁ ମଧ୍ୟ ସୂଚନା ମାଗିଛନ୍ତି ଏବଂ ପ୍ରତ୍ୟକ୍ଷଦର୍ଶୀଙ୍କ ବୟାନ ରେକର୍ଡ କରାଯିବ ସମାବେଶରେ ଲାଠିଚାଳନା ଓ ଲୁହବୁହା ଗ୍ୟାସ ପ୍ରୟୋଗ ହୋଇଥିଲା ଯେଉଁଥିରେ ଅନେକ କର୍ମୀ ଆହତ ହୋଇଥିଲେ ବିରୋଧୀ ଦଳ ନିରପେକ୍ଷ ତଦନ୍ତ ଦାବି କରିଥିଲେ ଭୁବନେଶ୍ୱର କଂଗ୍ରେସ ସମାବେଶ ସମୟରେ ହୋଇଥିବା ହିଂସାକାଣ୍ଡ ନେଇ ଲୋକପାଳ ତଦନ୍ତ ଆରମ୍ଭ କରିଛନ୍ତି ପ୍ରଥମେ କଂଗ୍ରେସ ଦଳକୁ ଘଟଣାର ରିପୋର୍ଟ ଦାଖଲ କରିବାକୁ କୁହାଯାଇଛି ଲୋକପାଳ ପୋଲିସ ଅଧିକାରୀମାନଙ୍କ ଠାରୁ ମଧ୍ୟ ସୂଚନା ମାଗିଛନ୍ତି ଏବଂ ପ୍ରତ୍ୟକ୍ଷଦର୍ଶୀଙ୍କ ବୟାନ ରେକର୍ଡ କରାଯିବ ସମାବେଶରେ ଲାଠିଚାଳନା ଓ ଲୁହବୁହା ଗ୍ୟାସ ପ୍ରୟୋଗ ହୋଇଥିଲା ଯେଉଁଥିରେ ଅନେକ କର୍ମୀ ଆହତ ହୋଇଥିଲେ ବିରୋଧୀ ଦଳ ନିରପେକ୍ଷ ତଦନ୍ତ ଦାବି କରିଥିଲେ: [8, 1012, 363, 1212]
- story-explosives-body: କୋରାପୁଟ ଜିଲ୍ଲାର ଏକ ଜଙ୍ଗଲ ଅଞ୍ଚଳରୁ ପୋଲିସ ବିପୁଳ ପରିମାଣର ବିସ୍ଫୋରକ ଜବତ କରିଛି ଗୁପ୍ତ ସୂଚନା ଆଧାରରେ ସୁରକ୍ଷାବଳ ଅଭିଯାନ ଚଳାଇଥିଲେ ଜବତ ସାମଗ୍ରୀ ମଧ୍ୟରେ ଡିଟୋନେଟର ଓ ତାର ରହିଛି ମାଓବାଦୀମାନେ ଏହାକୁ ଲୁଚାଇ ରଖିଥିବା ଆଶଙ୍କା କରାଯାଉଛି ଅଞ୍ଚଳରେ ଅଭିଯାନ ଜାରି ରହିଛି କୋରାପୁଟ ଜିଲ୍ଲାର ଏକ ଜଙ୍ଗଲ ଅଞ୍ଚଳରୁ ପୋଲିସ ବିପୁଳ ପରିମାଣର ବିସ୍ଫୋରକ ଜବତ କରିଛି ଗୁପ୍ତ ସୂଚନା ଆଧାରରେ ସୁରକ୍ଷାବଳ ଅଭିଯାନ ଚଳାଇଥିଲେ ଜବତ ସାମଗ୍ରୀ ମଧ୍ୟରେ ଡିଟୋନେଟର ଓ ତାର ରହିଛି ମାଓବାଦୀମାନେ ଏହାକୁ ଲୁଚାଇ ରଖିଥିବା ଆଶଙ୍କା କରାଯାଉଛି ଅଞ୍ଚଳରେ ଅଭିଯାନ ଜାରି ରହିଛି କୋରାପୁଟ ଜିଲ୍ଲାର ଏକ ଜଙ୍ଗଲ ଅଞ୍ଚଳରୁ ପୋଲିସ ବିପୁଳ ପରିମାଣର ବିସ୍ଫୋରକ ଜବତ କରିଛି: [370, 952, 560, 1220]
- cell-eligibility: Essential Qualification :- Intermediate with science and experience of working as MPHW/MPH/LHV/ANM Or Tuberculosis health visitors recognized course. Professional Qualification:- Training course for MPHW or recognized sanitary inspector's course.: [1185, 1273, 1486, 1322]
- chandbali-signature: Sd/- Medical Officer I/C, CHC Chandbali, Bhadrak: [738, 1550, 925, 1559]
- cell-eligibility: Essential Qualification :- Bachelors Degree in Science, Commerce, Arts. Post Graduate Diploma in Computer Application from a reputed institute. Two years experience in Accounts. Typing speed of 40 W.P.M. in English and local language. Data entry speed minimum 8000 key depressions. Should be well conversant with various computer programming including MS Word, Excel and simple statistical packages.: [1185, 1455, 1486, 1539]
- cell-salary: Rs. 8500/- Per month: [1114, 1455, 1185, 1539]
- brajaraj-body: ବ୍ରଜରାଜନଗର ପୌର ପରିଷଦ ଅଞ୍ଚଳରେ ବସବାସ କରୁଥିବା ଦାରିଦ୍ର୍ୟ ସୀମାରେଖା ତଳେ (BPL) ରହୁଥିବା ବେକାର ଯୁବକ/ଯୁବତୀମାନଙ୍କ ପାଇଁ ସ୍ୱର୍ଣ୍ଣ ଜୟନ୍ତୀ ସହରୀ ରୋଜଗାର ଯୋଜନା ଅନ୍ତର୍ଗତ ଦକ୍ଷତାମୂଳକ ପ୍ରଶିକ୍ଷଣ ପ୍ରଦାନ କରାଯିବ ୨୦୧୨-୧୩ ଆର୍ଥିକ ବର୍ଷ ପାଇଁ ନିମ୍ନଲିଖିତ ଟ୍ରେନିଂ ଅନୁଷ୍ଠାନ ମାଧ୍ୟମରେ ପ୍ରଶିକ୍ଷଣ ଦିଆଯିବ ଆଗ୍ରହୀ ପ୍ରାର୍ଥୀମାନେ ନିର୍ଦ୍ଧାରିତ ଫର୍ମରେ ଆବେଦନ କରିବେ ବୟସ ୧୮ରୁ ୩୫ ବର୍ଷ ମଧ୍ୟରେ ହୋଇଥିବା ଆବଶ୍ୟକ ଆବେଦନ ପତ୍ର ପୌର ପରିଷଦ କାର୍ଯ୍ୟାଳୟରେ ଉପଲବ୍ଧ ଶେଷ ତାରିଖ ପୂର୍ବରୁ ଆବେଦନ ଜମା କରିବାକୁ ହେବ ଅଧିକ ବିବରଣୀ ପାଇଁ ଫୋନ୍ ନଂ- ୦୬୬୪୫-୨୭୬୫୧୨ରେ ଯୋଗାଯୋଗ କରନ୍ତୁ ବ୍ରଜରାଜନଗର ପୌର ପରିଷଦ ଅଞ୍ଚଳରେ ବସବାସ କରୁଥିବା ଦାରିଦ୍ର୍ୟ ସୀମାରେଖା ତଳେ ରହୁଥିବା ବେକାର ଯୁବକ/ଯୁବତୀମାନଙ୍କ ପାଇଁ ସ୍ୱର୍ଣ୍ଣ ଜୟନ୍ତୀ ସହରୀ ରୋଜଗାର ଯୋଜନା ଅନ୍ତର୍ଗତ ଦକ୍ଷତାମୂଳକ ପ୍ରଶିକ୍ଷଣ ପ୍ରଦାନ କରାଯିବ ବିଶେଷ ଦ୍ରଷ୍ଟବ୍ୟ :- ନିର୍ଦ୍ଧାରିତ ତାରିଖ ପରେ କୌଣସି ଆବେଦନ ଗ୍ରହଣ କରାଯିବ ନାହିଁ ୧. ଶିକ୍ଷାଗତ ଯୋଗ୍ୟତା ପ୍ରମାଣପତ୍ର ୨. ବିପିଏଲ କାର୍ଡ ୩. ଫଟୋ ପରିଚୟ ପତ୍ର ୪. ପାସପୋର୍ଟ ସାଇଜ ଫଟୋ ମୂଳ ପ୍ରମାଣପତ୍ର ସହିତ ଉପସ୍ଥିତ ହେବେ: [16, 1470, 548, 1619]
- headline-bus: ବସ୍ ଓଲଟି ୨୫ ଆହତ, ୫ ଗୁରୁତର: [582, 831, 913, 861]
